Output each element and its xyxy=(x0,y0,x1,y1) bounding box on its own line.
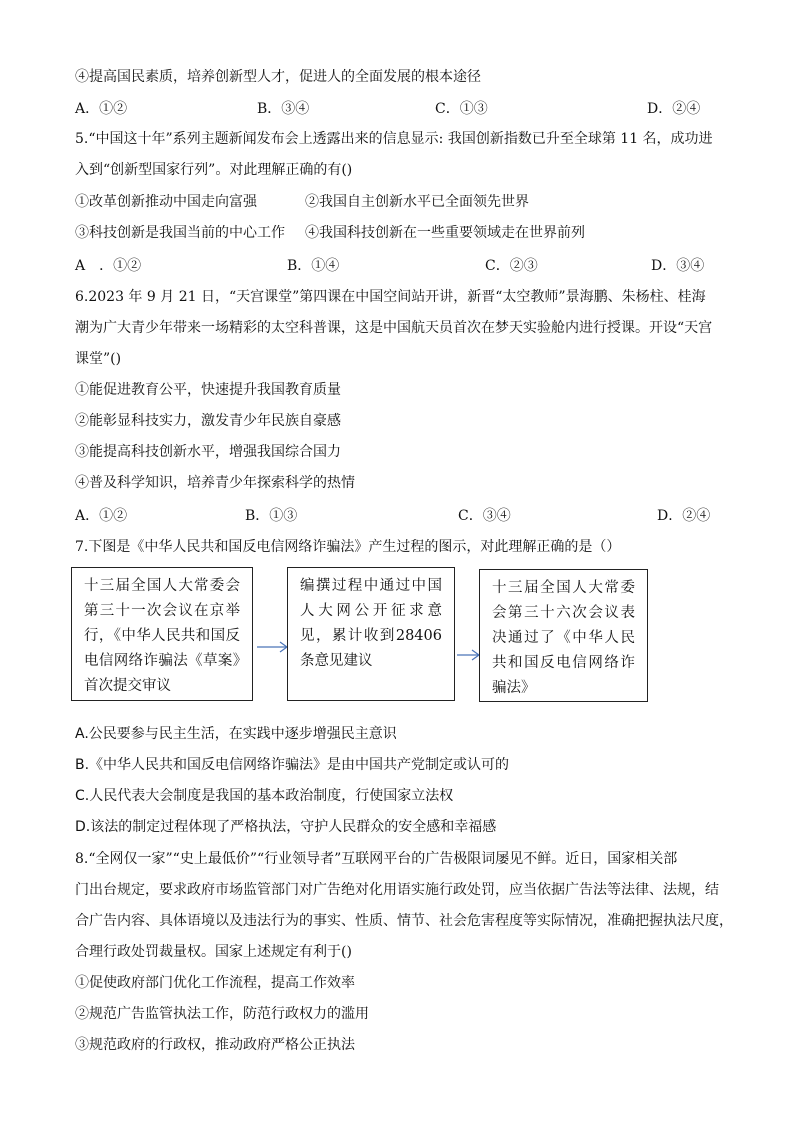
q5-choices xyxy=(75,256,720,276)
q6-option-2: ②能彰显科技实力，激发青少年民族自豪感 xyxy=(75,413,341,429)
q5-option-4: ④我国科技创新在一些重要领域走在世界前列 xyxy=(305,225,585,241)
flow-box-first-review: 十三届全国人大常委会第三十一次会议在京举行，《中华人民共和国反电信网络诈骗法《草案》首次提交审议 xyxy=(71,567,253,701)
q6-stem-line-1: 6.2023 年 9 月 21 日，“天宫课堂”第四课在中国空间站开讲，新晋“太空教师”景海鹏、朱杨柱、桂海 xyxy=(75,289,706,305)
q7-option-c[interactable]: C.人民代表大会制度是我国的基本政治制度，行使国家立法权 xyxy=(75,788,454,804)
q8-option-3: ③规范政府的行政权，推动政府严格公正执法 xyxy=(75,1037,355,1053)
q4-option-4: ④提高国民素质，培养创新型人才，促进人的全面发展的根本途径 xyxy=(75,69,481,85)
flow-arrow-1 xyxy=(256,640,290,654)
q8-stem-line-1: 8.“全网仅一家”“史上最低价”“行业领导者”互联网平台的广告极限词屡见不鲜。近日，国家相关部 xyxy=(75,851,678,867)
q5-choice-a[interactable]: A ．①② xyxy=(75,258,142,274)
q4-choice-a[interactable]: A．①② xyxy=(75,101,128,117)
q4-choices xyxy=(75,99,720,119)
flow-box-passed: 十三届全国人大常委会第三十六次会议表决通过了《中华人民共和国反电信网络诈骗法》 xyxy=(479,569,648,702)
q6-stem-line-2: 潮为广大青少年带来一场精彩的太空科普课，这是中国航天员首次在梦天实验舱内进行授课。开设“天宫 xyxy=(75,320,713,336)
q6-stem-line-3: 课堂”() xyxy=(75,351,122,367)
q5-option-3: ③科技创新是我国当前的中心工作 xyxy=(75,225,285,241)
q5-stem-line-1: 5.“中国这十年”系列主题新闻发布会上透露出来的信息显示: 我国创新指数已升至全球第 11 名，成功进 xyxy=(75,131,713,147)
q4-choice-b[interactable]: B．③④ xyxy=(257,101,310,117)
q7-option-d[interactable]: D.该法的制定过程体现了严格执法，守护人民群众的安全感和幸福感 xyxy=(75,819,497,835)
q5-choice-c[interactable]: C．②③ xyxy=(485,258,538,274)
q6-choice-d[interactable]: D．②④ xyxy=(657,508,711,524)
q5-stem-line-2: 入到“创新型国家行列”。对此理解正确的有() xyxy=(75,162,353,178)
q7-option-a[interactable]: A.公民要参与民主生活，在实践中逐步增强民主意识 xyxy=(75,726,397,742)
q6-option-1: ①能促进教育公平，快速提升我国教育质量 xyxy=(75,382,341,398)
q5-option-2: ②我国自主创新水平已全面领先世界 xyxy=(305,194,529,210)
q6-option-3: ③能提高科技创新水平，增强我国综合国力 xyxy=(75,444,341,460)
q6-choice-a[interactable]: A．①② xyxy=(75,508,128,524)
q7-stem: 7.下图是《中华人民共和国反电信网络诈骗法》产生过程的图示，对此理解正确的是（） xyxy=(75,539,621,555)
q4-choice-d[interactable]: D．②④ xyxy=(647,101,701,117)
q4-choice-c[interactable]: C．①③ xyxy=(435,101,488,117)
q6-choice-c[interactable]: C．③④ xyxy=(458,508,511,524)
flow-box-public-comment: 编撰过程中通过中国人大网公开征求意见，累计收到28406条意见建议 xyxy=(287,567,455,701)
q6-choices xyxy=(75,506,720,526)
q7-option-b[interactable]: B.《中华人民共和国反电信网络诈骗法》是由中国共产党制定或认可的 xyxy=(75,757,510,773)
q8-stem-line-2: 门出台规定，要求政府市场监管部门对广告绝对化用语实施行政处罚，应当依据广告法等法律、法规，结 xyxy=(75,882,719,898)
q5-option-1: ①改革创新推动中国走向富强 xyxy=(75,194,257,210)
q6-option-4: ④普及科学知识，培养青少年探索科学的热情 xyxy=(75,475,355,491)
q6-choice-b[interactable]: B．①③ xyxy=(245,508,298,524)
q8-option-1: ①促使政府部门优化工作流程，提高工作效率 xyxy=(75,975,355,991)
q8-option-2: ②规范广告监管执法工作，防范行政权力的滥用 xyxy=(75,1006,369,1022)
q5-choice-b[interactable]: B．①④ xyxy=(287,258,340,274)
q8-stem-line-4: 合理行政处罚裁量权。国家上述规定有利于() xyxy=(75,944,352,960)
q8-stem-line-3: 合广告内容、具体语境以及违法行为的事实、性质、情节、社会危害程度等实际情况，准确把握执法尺度， xyxy=(75,913,733,929)
q5-choice-d[interactable]: D．③④ xyxy=(651,258,705,274)
